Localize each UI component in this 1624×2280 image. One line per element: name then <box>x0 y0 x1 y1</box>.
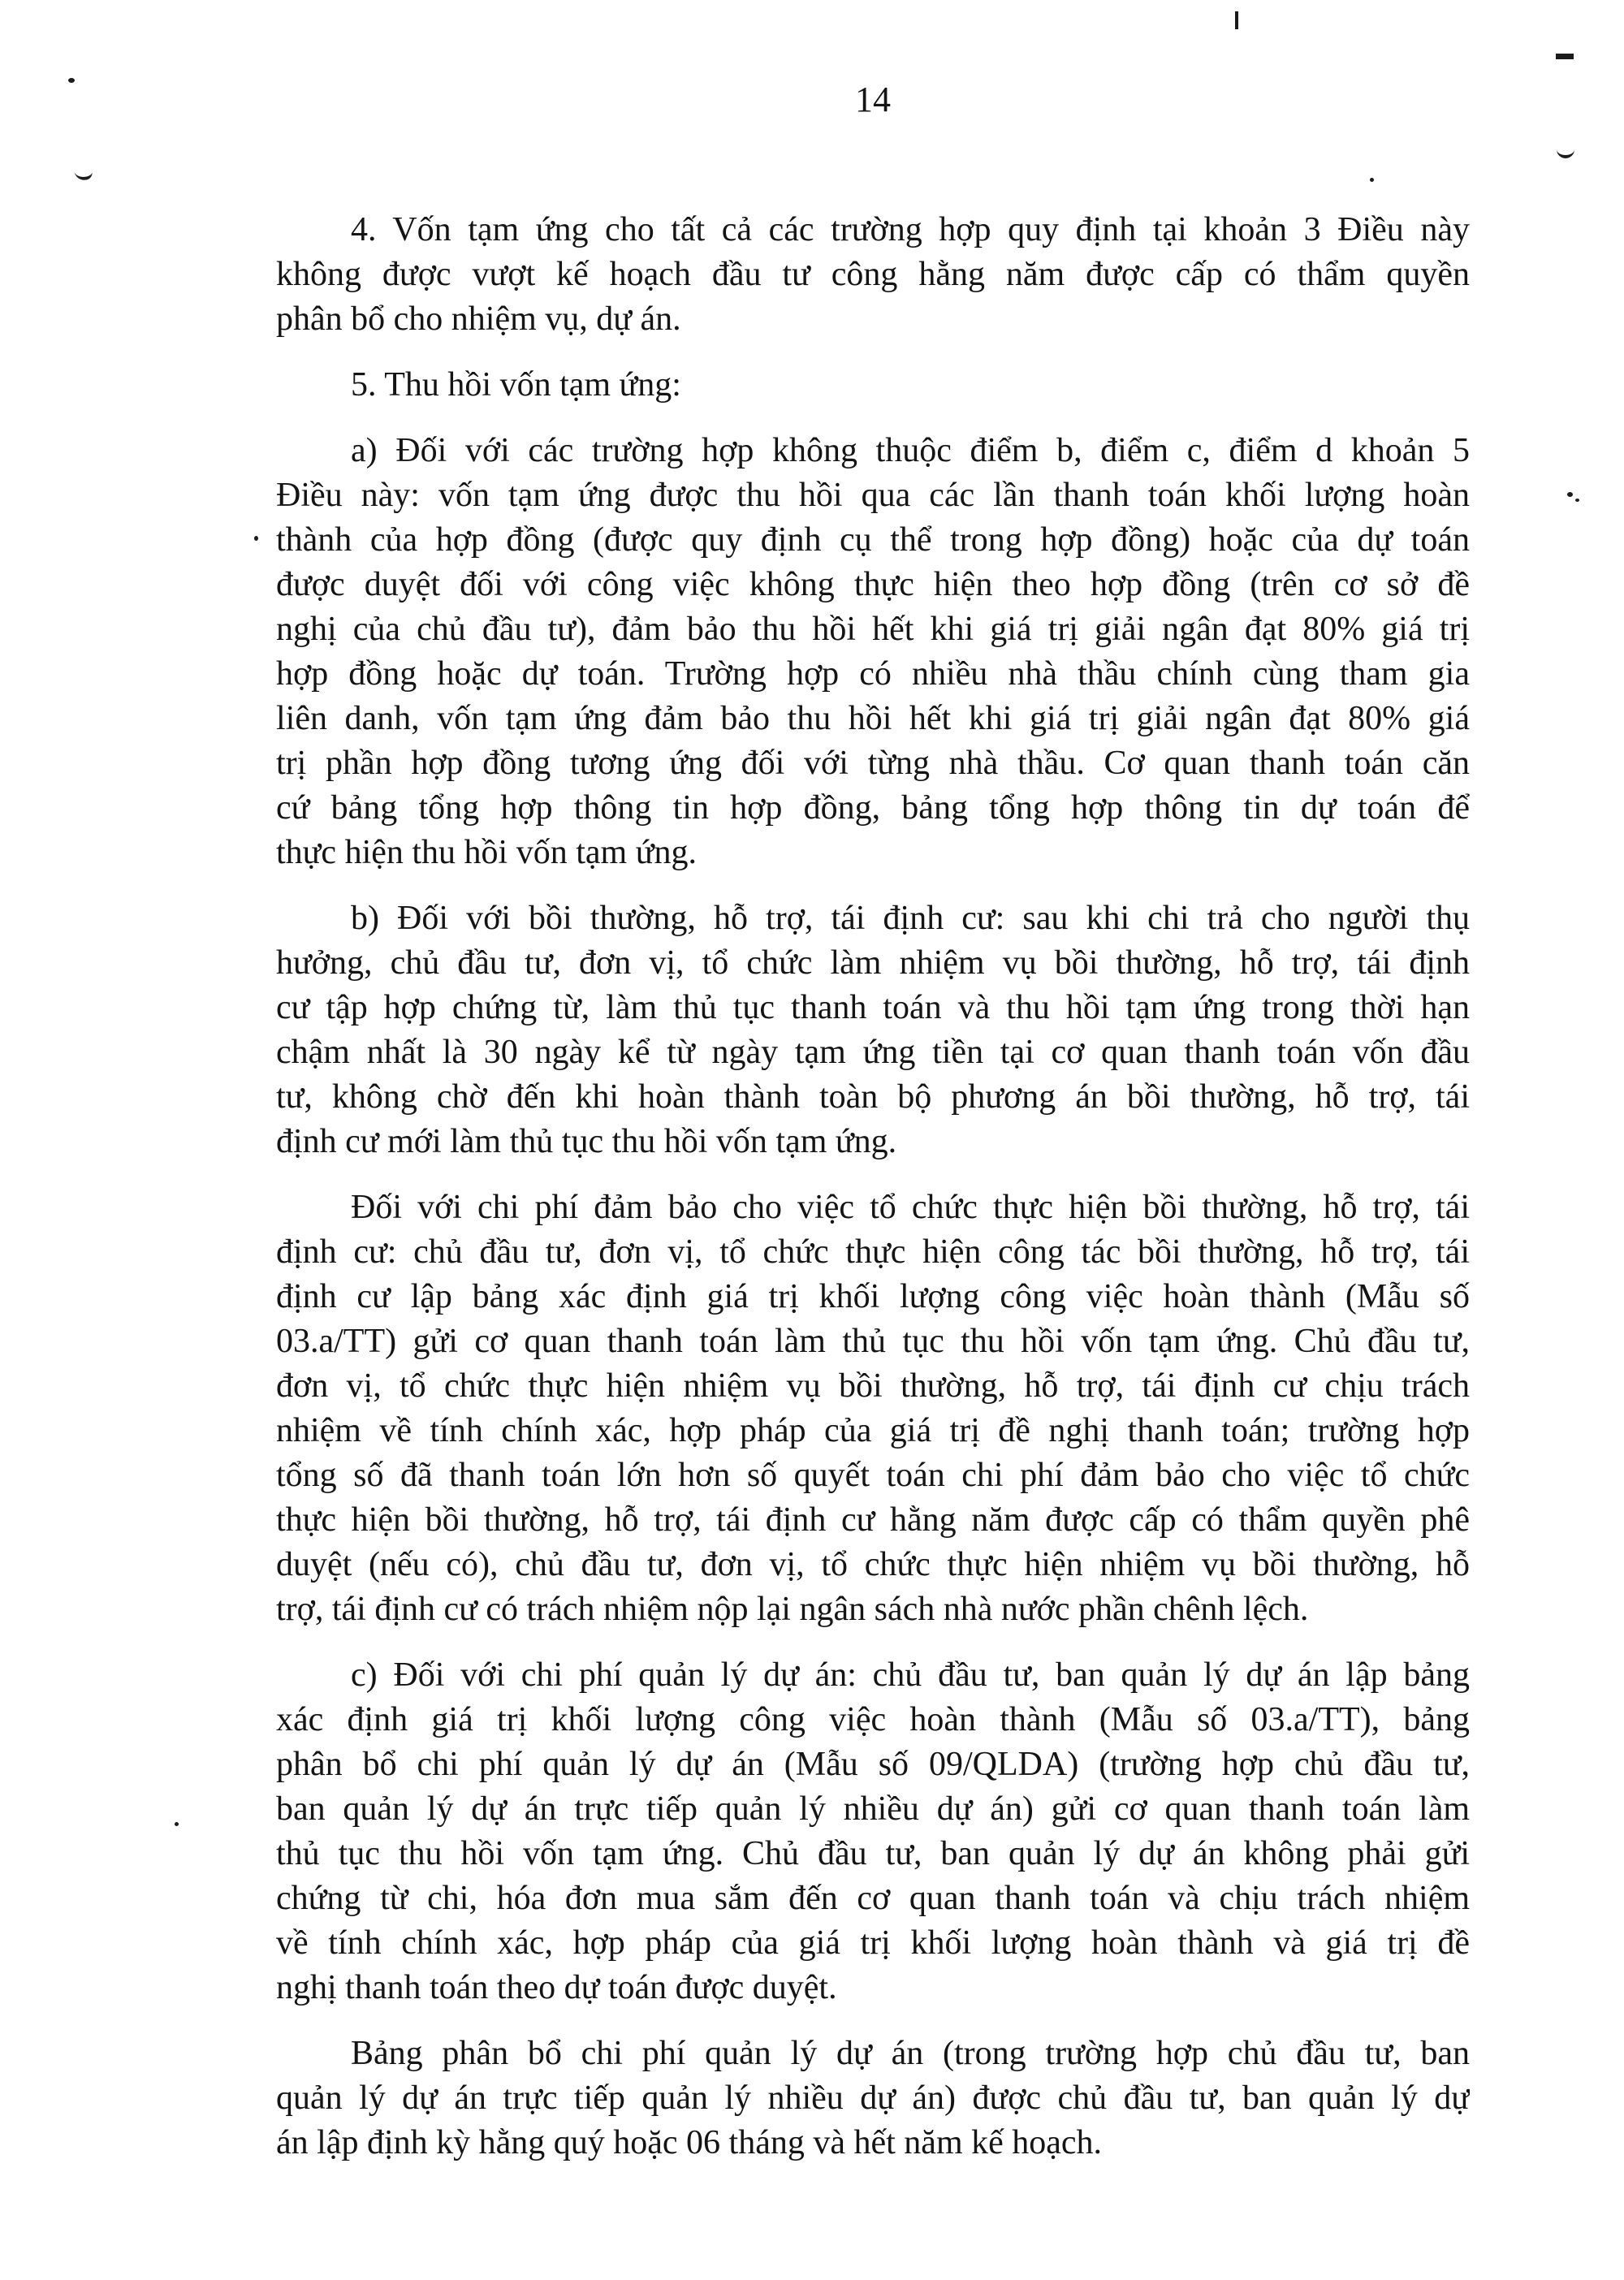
text-line: 5. Thu hồi vốn tạm ứng: <box>351 366 681 404</box>
text-line: trợ, tái định cư có trách nhiệm nộp lại ngân sách nhà nước phần chênh lệch. <box>276 1591 1309 1628</box>
scan-mark-dot <box>254 536 258 541</box>
text-line: định cư: chủ đầu tư, đơn vị, tổ chức thực hiện công tác bồi thường, hỗ trợ, tái <box>276 1233 1470 1271</box>
text-line: Đối với chi phí đảm bảo cho việc tổ chức thực hiện bồi thường, hỗ trợ, tái <box>351 1189 1470 1226</box>
text-line: chứng từ chi, hóa đơn mua sắm đến cơ quan thanh toán và chịu trách nhiệm <box>276 1880 1470 1917</box>
scan-mark-tick <box>1235 11 1238 29</box>
paragraph-point-c <box>276 1653 1470 2010</box>
text-line: thực hiện bồi thường, hỗ trợ, tái định cư hằng năm được cấp có thẩm quyền phê <box>276 1501 1470 1539</box>
text-line: cứ bảng tổng hợp thông tin hợp đồng, bảng tổng hợp thông tin dự toán để <box>276 789 1470 827</box>
text-line: ban quản lý dự án trực tiếp quản lý nhiều dự án) gửi cơ quan thanh toán làm <box>276 1790 1470 1828</box>
text-line: a) Đối với các trường hợp không thuộc điểm b, điểm c, điểm d khoản 5 <box>351 432 1470 469</box>
text-line: chậm nhất là 30 ngày kể từ ngày tạm ứng tiền tại cơ quan thanh toán vốn đầu <box>276 1034 1470 1071</box>
text-line: cư tập hợp chứng từ, làm thủ tục thanh toán và thu hồi tạm ứng trong thời hạn <box>276 989 1470 1026</box>
text-line: hưởng, chủ đầu tư, đơn vị, tổ chức làm nhiệm vụ bồi thường, hỗ trợ, tái định <box>276 944 1470 982</box>
scan-mark-speck <box>1567 492 1573 497</box>
text-line: Bảng phân bổ chi phí quản lý dự án (trong trường hợp chủ đầu tư, ban <box>351 2035 1470 2072</box>
page-content <box>276 77 1470 2187</box>
paragraph-point-b <box>276 896 1470 1164</box>
page-number: 14 <box>855 80 891 119</box>
text-line: Điều này: vốn tạm ứng được thu hồi qua các lần thanh toán khối lượng hoàn <box>276 477 1470 514</box>
text-line: nhiệm về tính chính xác, hợp pháp của giá trị đề nghị thanh toán; trường hợp <box>276 1412 1470 1449</box>
text-line: quản lý dự án trực tiếp quản lý nhiều dự án) được chủ đầu tư, ban quản lý dự <box>276 2079 1470 2117</box>
heading-clause-5 <box>276 363 1470 408</box>
scan-mark-dash <box>1556 54 1574 59</box>
text-line: không được vượt kế hoạch đầu tư công hằng năm được cấp có thẩm quyền <box>276 256 1470 293</box>
text-line: thủ tục thu hồi vốn tạm ứng. Chủ đầu tư, ban quản lý dự án không phải gửi <box>276 1835 1470 1872</box>
text-line: 03.a/TT) gửi cơ quan thanh toán làm thủ tục thu hồi vốn tạm ứng. Chủ đầu tư, <box>276 1323 1470 1360</box>
text-line: duyệt (nếu có), chủ đầu tư, đơn vị, tổ chức thực hiện nhiệm vụ bồi thường, hỗ <box>276 1546 1470 1583</box>
text-line: xác định giá trị khối lượng công việc hoàn thành (Mẫu số 03.a/TT), bảng <box>276 1701 1470 1738</box>
text-line: tổng số đã thanh toán lớn hơn số quyết toán chi phí đảm bảo cho việc tổ chức <box>276 1457 1470 1494</box>
text-line: c) Đối với chi phí quản lý dự án: chủ đầu tư, ban quản lý dự án lập bảng <box>351 1656 1470 1694</box>
scan-mark-curl <box>1557 145 1574 158</box>
text-line: phân bổ chi phí quản lý dự án (Mẫu số 09/QLDA) (trường hợp chủ đầu tư, <box>276 1746 1470 1783</box>
text-line: định cư mới làm thủ tục thu hồi vốn tạm ứng. <box>276 1123 897 1160</box>
scan-mark-tilde <box>74 168 93 182</box>
text-line: nghị thanh toán theo dự toán được duyệt. <box>276 1969 837 2006</box>
text-line: 4. Vốn tạm ứng cho tất cả các trường hợp quy định tại khoản 3 Điều này <box>351 211 1470 248</box>
text-line: b) Đối với bồi thường, hỗ trợ, tái định cư: sau khi chi trả cho người thụ <box>351 900 1470 937</box>
text-line: về tính chính xác, hợp pháp của giá trị khối lượng hoàn thành và giá trị đề <box>276 1924 1470 1962</box>
text-line: thực hiện thu hồi vốn tạm ứng. <box>276 834 697 871</box>
scan-mark-dot <box>175 1822 179 1826</box>
text-line: án lập định kỳ hằng quý hoặc 06 tháng và hết năm kế hoạch. <box>276 2124 1103 2161</box>
text-line: đơn vị, tổ chức thực hiện nhiệm vụ bồi thường, hỗ trợ, tái định cư chịu trách <box>276 1367 1470 1405</box>
text-line: trị phần hợp đồng tương ứng đối với từng nhà thầu. Cơ quan thanh toán căn <box>276 745 1470 782</box>
paragraph-point-c-allocation <box>276 2032 1470 2166</box>
text-line: liên danh, vốn tạm ứng đảm bảo thu hồi hết khi giá trị giải ngân đạt 80% giá <box>276 700 1470 737</box>
text-line: được duyệt đối với công việc không thực hiện theo hợp đồng (trên cơ sở đề <box>276 566 1470 603</box>
text-line: định cư lập bảng xác định giá trị khối lượng công việc hoàn thành (Mẫu số <box>276 1278 1470 1315</box>
text-line: tư, không chờ đến khi hoàn thành toàn bộ phương án bồi thường, hỗ trợ, tái <box>276 1078 1470 1116</box>
text-line: nghị của chủ đầu tư), đảm bảo thu hồi hết khi giá trị giải ngân đạt 80% giá trị <box>276 611 1470 648</box>
paragraph-point-b-expenses <box>276 1185 1470 1632</box>
text-line: phân bổ cho nhiệm vụ, dự án. <box>276 300 681 338</box>
text-line: hợp đồng hoặc dự toán. Trường hợp có nhiều nhà thầu chính cùng tham gia <box>276 655 1470 693</box>
paragraph-clause-4 <box>276 208 1470 342</box>
paragraph-point-a <box>276 429 1470 875</box>
scan-mark-speck <box>68 78 75 83</box>
text-line: thành của hợp đồng (được quy định cụ thể trong hợp đồng) hoặc của dự toán <box>276 521 1470 559</box>
